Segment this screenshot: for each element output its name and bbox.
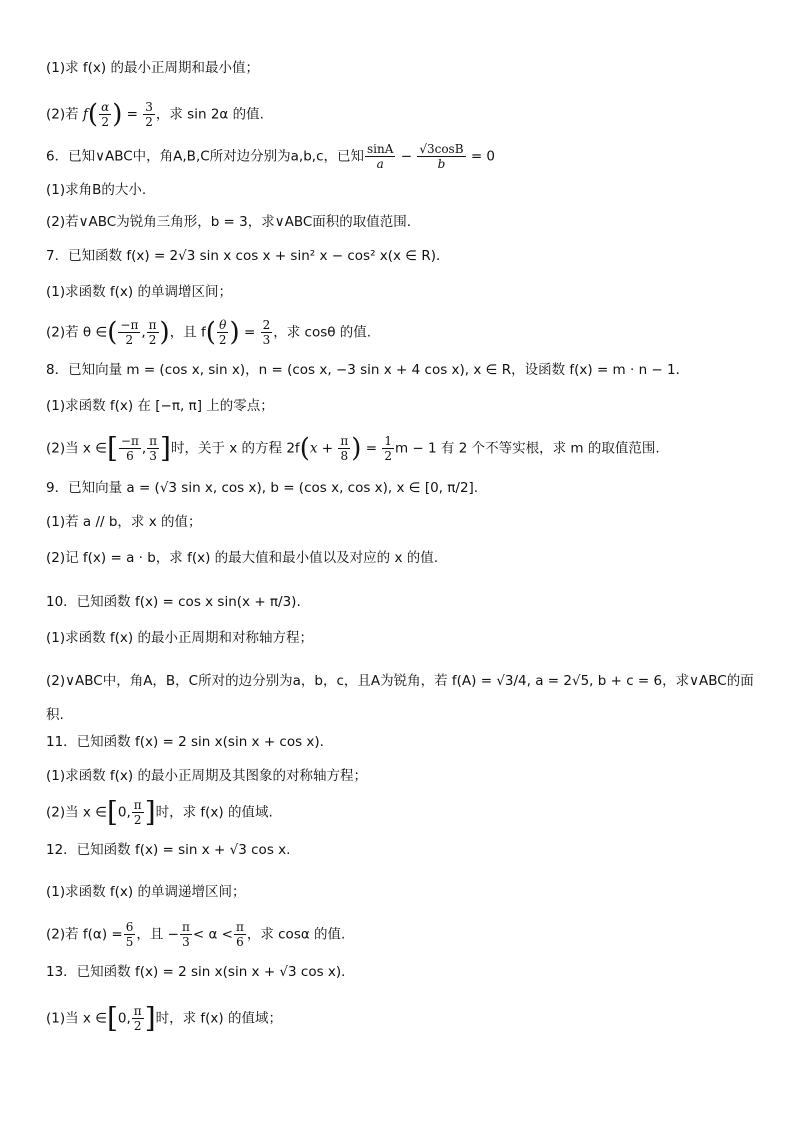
q10-part2: (2)∨ABC中，角A，B，C所对的边分别为a，b，c，且A为锐角，若 f(A) = √3/4, a = 2√5, b + c = 6，求∨ABC的面积. (46, 673, 754, 723)
q9-stem: 9．已知向量 a = (√3 sin x, cos x), b = (cos x, cos x), x ∈ [0, π/2]. (46, 480, 479, 496)
q10-stem: 10．已知函数 f(x) = cos x sin(x + π/3). (46, 594, 301, 610)
q8-part2: (2)当 x ∈[ $\frac{-\pi}{6}$ , $\frac{\pi}{3}$ ]时，关于 x 的方程 2f(x + $\frac{\pi}{8}$ ) = $\frac{1}{2}$ m − 1 有 2 个不等实根，求 m 的取值范围. (46, 431, 660, 465)
q8-part1: (1)求函数 f(x) 在 [−π, π] 上的零点； (46, 398, 274, 414)
q12-stem: 12．已知函数 f(x) = sin x + √3 cos x. (46, 842, 291, 858)
q13-part1: (1)当 x ∈[0, $\frac{\pi}{2}$ ]时，求 f(x) 的值域； (46, 1001, 282, 1035)
q11-stem: 11．已知函数 f(x) = 2 sin x(sin x + cos x)． (46, 734, 334, 750)
q12-part1: (1)求函数 f(x) 的单调递增区间； (46, 884, 246, 900)
q10-part1: (1)求函数 f(x) 的最小正周期和对称轴方程； (46, 630, 313, 646)
q6-part1: (1)求角B的大小. (46, 182, 147, 198)
q11-part2: (2)当 x ∈[0, $\frac{\pi}{2}$ ]时，求 f(x) 的值域. (46, 795, 273, 829)
q13-stem: 13．已知函数 f(x) = 2 sin x(sin x + √3 cos x)． (46, 964, 355, 980)
q5-part2: (2)若 f( $\frac{\alpha}{2}$ ) = $\frac{3}{2}$ ，求 sin 2α 的值. (46, 99, 264, 130)
q11-part1: (1)求函数 f(x) 的最小正周期及其图象的对称轴方程； (46, 768, 367, 784)
q8-stem: 8．已知向量 m = (cos x, sin x)，n = (cos x, −3 sin x + 4 cos x), x ∈ R，设函数 f(x) = m · n − 1． (46, 362, 690, 378)
q7-part1: (1)求函数 f(x) 的单调增区间； (46, 284, 232, 300)
q12-part2: (2)若 f(α) = $\frac{6}{5}$ ，且 − $\frac{\pi}{3}$ < α < $\frac{\pi}{6}$ ，求 cosα 的值. (46, 920, 346, 949)
q7-stem: 7．已知函数 f(x) = 2√3 sin x cos x + sin² x − cos² x(x ∈ R)． (46, 248, 450, 264)
q9-part2: (2)记 f(x) = a · b，求 f(x) 的最大值和最小值以及对应的 x 的值. (46, 550, 439, 566)
q6-part2: (2)若∨ABC为锐角三角形，b = 3，求∨ABC面积的取值范围. (46, 214, 412, 230)
q7-part2: (2)若 θ ∈( $\frac{-\pi}{2}$ , $\frac{\pi}{2}$ )，且 f( $\frac{\theta}{2}$ ) = $\frac{2}{3}$ ，求 cosθ 的值. (46, 317, 372, 348)
q9-part1: (1)若 a // b，求 x 的值； (46, 514, 202, 530)
q5-part1: (1)求 f(x) 的最小正周期和最小值； (46, 60, 259, 76)
q6-stem: 6．已知∨ABC中，角A,B,C所对边分别为a,b,c，已知 $\frac{\sin A}{a}$ − $\frac{√3\cos B}{b}$ = 0 (46, 142, 496, 171)
